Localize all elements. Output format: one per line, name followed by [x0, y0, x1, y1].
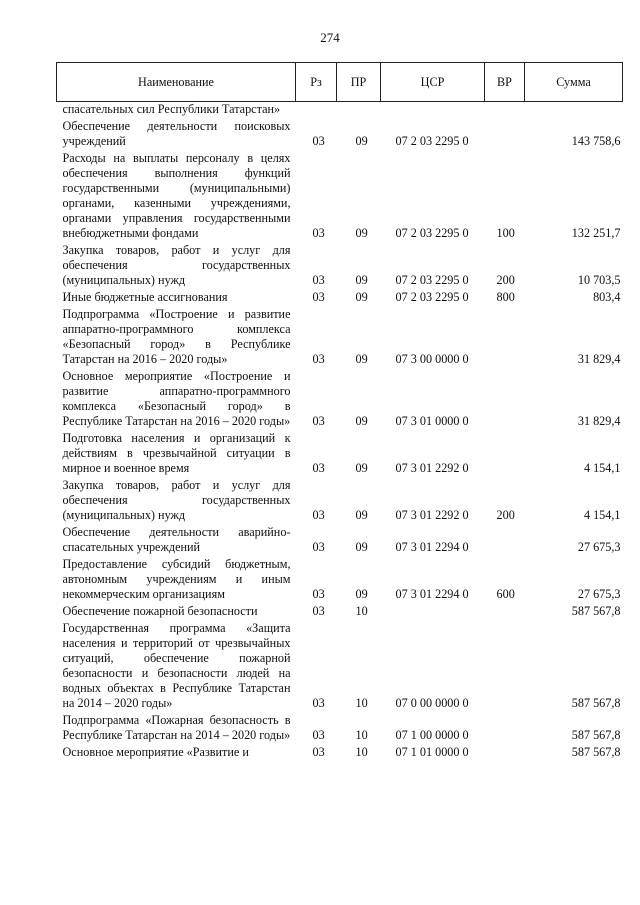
- table-body: [57, 102, 623, 763]
- table-row: [57, 525, 623, 557]
- cell-csr: 07 1 00 0000 0: [395, 728, 469, 742]
- cell-csr: 07 3 01 2292 0: [395, 461, 469, 475]
- header-rz: Рз: [296, 63, 337, 102]
- cell-pr: 09: [355, 290, 368, 304]
- cell-pr: [337, 102, 381, 120]
- cell-pr: 09: [355, 273, 368, 287]
- table-row: [57, 745, 623, 762]
- cell-rz: 03: [312, 508, 325, 522]
- cell-pr: 09: [355, 352, 368, 366]
- table-header-row: [57, 63, 623, 102]
- table-row: [57, 557, 623, 604]
- cell-vr: [485, 119, 525, 151]
- cell-vr: [485, 604, 525, 621]
- cell-pr: 09: [355, 134, 368, 148]
- table-row: [57, 604, 623, 621]
- cell-csr: 07 0 00 0000 0: [395, 696, 469, 710]
- cell-name: Основное мероприятие «Построение и развитие аппаратно-программного комплекса «Безопасный город» в Республике Татарстан на 2016 – 2020 годы»: [62, 369, 291, 428]
- header-sum: Сумма: [525, 63, 623, 102]
- cell-csr: 07 3 01 2294 0: [395, 587, 469, 601]
- cell-sum: 10 703,5: [577, 273, 621, 287]
- cell-sum: 587 567,8: [571, 745, 621, 759]
- cell-csr: 07 3 01 0000 0: [395, 414, 469, 428]
- table-row: [57, 102, 623, 120]
- cell-vr: 100: [496, 226, 515, 240]
- cell-name: Подпрограмма «Пожарная безопасность в Республике Татарстан на 2014 – 2020 годы»: [62, 713, 291, 742]
- cell-sum: 132 251,7: [571, 226, 621, 240]
- cell-vr: [485, 745, 525, 762]
- table-row: [57, 307, 623, 369]
- cell-pr: 09: [355, 540, 368, 554]
- cell-rz: 03: [312, 461, 325, 475]
- cell-name: Обеспечение деятельности поисковых учреждений: [62, 119, 291, 148]
- cell-sum: 587 567,8: [571, 728, 621, 742]
- table-row: [57, 119, 623, 151]
- cell-sum: 587 567,8: [571, 604, 621, 618]
- cell-csr: 07 2 03 2295 0: [395, 134, 469, 148]
- cell-name: Основное мероприятие «Развитие и: [62, 745, 249, 759]
- cell-pr: 09: [355, 508, 368, 522]
- cell-pr: 10: [355, 604, 368, 618]
- cell-name: Закупка товаров, работ и услуг для обеспечения государственных (муниципальных) нужд: [62, 243, 291, 287]
- cell-name: Иные бюджетные ассигнования: [62, 290, 228, 304]
- table-row: [57, 713, 623, 745]
- cell-pr: 10: [355, 745, 368, 759]
- cell-rz: 03: [312, 273, 325, 287]
- budget-table: [56, 62, 623, 762]
- table-row: [57, 431, 623, 478]
- cell-rz: 03: [312, 352, 325, 366]
- cell-sum: 31 829,4: [577, 414, 621, 428]
- cell-pr: 09: [355, 414, 368, 428]
- cell-pr: 10: [355, 696, 368, 710]
- cell-sum: 587 567,8: [571, 696, 621, 710]
- cell-csr: 07 2 03 2295 0: [395, 290, 469, 304]
- cell-pr: 10: [355, 728, 368, 742]
- header-vr: ВР: [485, 63, 525, 102]
- cell-name: Обеспечение пожарной безопасности: [62, 604, 258, 618]
- cell-csr: 07 2 03 2295 0: [395, 226, 469, 240]
- cell-vr: [485, 713, 525, 745]
- cell-csr: [381, 604, 485, 621]
- cell-csr: 07 3 00 0000 0: [395, 352, 469, 366]
- header-name: Наименование: [57, 63, 296, 102]
- cell-csr: 07 2 03 2295 0: [395, 273, 469, 287]
- cell-vr: [485, 431, 525, 478]
- cell-vr: [485, 621, 525, 713]
- cell-name: спасательных сил Республики Татарстан»: [62, 102, 281, 116]
- cell-rz: [296, 102, 337, 120]
- cell-name: Предоставление субсидий бюджетным, автономным учреждениям и иным некоммерческим организациям: [62, 557, 291, 601]
- cell-csr: 07 1 01 0000 0: [395, 745, 469, 759]
- page-number: 274: [320, 30, 340, 45]
- cell-sum: 143 758,6: [571, 134, 621, 148]
- cell-vr: 600: [496, 587, 515, 601]
- cell-pr: 09: [355, 587, 368, 601]
- cell-csr: 07 3 01 2292 0: [395, 508, 469, 522]
- cell-vr: [485, 369, 525, 431]
- table-row: [57, 369, 623, 431]
- cell-sum: 4 154,1: [583, 461, 621, 475]
- cell-rz: 03: [312, 414, 325, 428]
- cell-rz: 03: [312, 728, 325, 742]
- cell-vr: [485, 307, 525, 369]
- table-row: [57, 151, 623, 243]
- cell-sum: 31 829,4: [577, 352, 621, 366]
- cell-name: Подпрограмма «Построение и развитие аппаратно-программного комплекса «Безопасный город» в Республике Татарстан на 2016 – 2020 годы»: [62, 307, 291, 366]
- cell-sum: 803,4: [593, 290, 621, 304]
- cell-name: Подготовка населения и организаций к действиям в чрезвычайной ситуации в мирное и военное время: [62, 431, 291, 475]
- cell-rz: 03: [312, 134, 325, 148]
- cell-sum: [525, 102, 623, 120]
- cell-vr: 200: [496, 273, 515, 287]
- cell-rz: 03: [312, 226, 325, 240]
- cell-sum: 4 154,1: [583, 508, 621, 522]
- cell-vr: [485, 525, 525, 557]
- table-row: [57, 621, 623, 713]
- table-row: [57, 243, 623, 290]
- header-csr: ЦСР: [381, 63, 485, 102]
- cell-name: Закупка товаров, работ и услуг для обеспечения государственных (муниципальных) нужд: [62, 478, 291, 522]
- cell-name: Обеспечение деятельности аварийно-спасательных учреждений: [62, 525, 291, 554]
- cell-rz: 03: [312, 290, 325, 304]
- cell-pr: 09: [355, 461, 368, 475]
- cell-vr: 800: [496, 290, 515, 304]
- cell-csr: 07 3 01 2294 0: [395, 540, 469, 554]
- cell-sum: 27 675,3: [577, 587, 621, 601]
- cell-csr: [381, 102, 485, 120]
- table-row: [57, 290, 623, 307]
- cell-pr: 09: [355, 226, 368, 240]
- cell-rz: 03: [312, 587, 325, 601]
- cell-rz: 03: [312, 745, 325, 759]
- cell-name: Расходы на выплаты персоналу в целях обеспечения выполнения функций государственными (муниципальными) органами, казенными учреждениями, органами управления государственными внебюджетными фондами: [62, 151, 291, 240]
- cell-vr: [485, 102, 525, 120]
- cell-rz: 03: [312, 604, 325, 618]
- table-row: [57, 478, 623, 525]
- cell-name: Государственная программа «Защита населения и территорий от чрезвычайных ситуаций, обеспечение пожарной безопасности и безопасности людей на водных объектах в Республике Татарстан на 2014 – 2020 годы»: [62, 621, 291, 710]
- header-pr: ПР: [337, 63, 381, 102]
- cell-rz: 03: [312, 696, 325, 710]
- cell-vr: 200: [496, 508, 515, 522]
- cell-rz: 03: [312, 540, 325, 554]
- cell-sum: 27 675,3: [577, 540, 621, 554]
